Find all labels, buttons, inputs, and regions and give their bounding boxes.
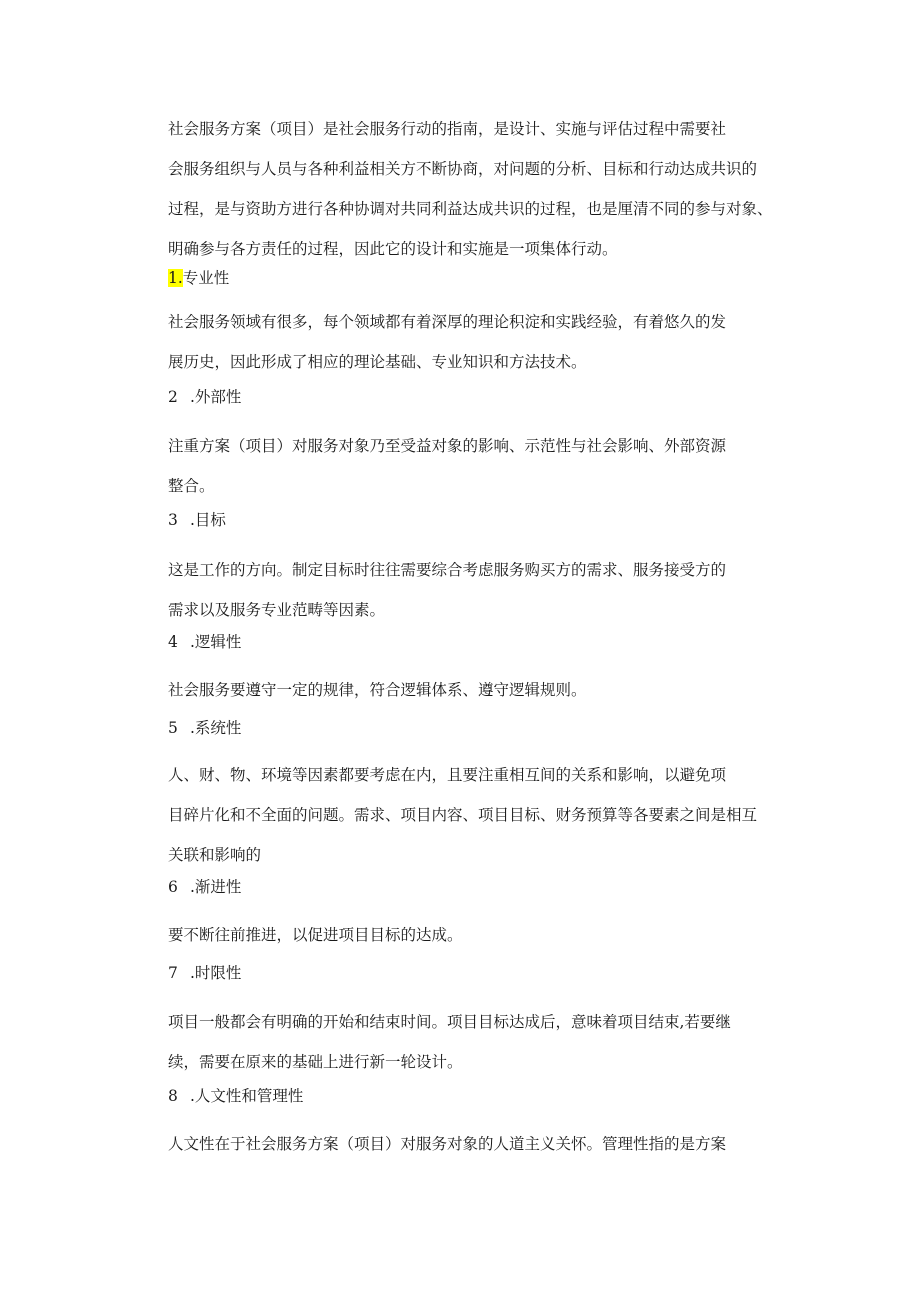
- section-heading-8: [168, 1081, 303, 1111]
- section-paragraph-5: [168, 755, 800, 875]
- section-heading-4: [168, 627, 241, 657]
- section-paragraph-4: [168, 670, 800, 710]
- section-title: .外部性: [190, 388, 242, 406]
- paragraph-line: 项目一般都会有明确的开始和结束时间。项目目标达成后，意味着项目结束,若要继: [168, 1013, 731, 1031]
- paragraph-line: 整合。: [168, 477, 215, 495]
- paragraph-line: 社会服务领域有很多，每个领域都有着深厚的理论积淀和实践经验，有着悠久的发: [168, 313, 727, 331]
- section-heading-1: [168, 263, 229, 293]
- section-heading-3: [168, 505, 226, 535]
- paragraph-line: 人、财、物、环境等因素都要考虑在内，且要注重相互间的关系和影响，以避免项: [168, 766, 727, 784]
- section-number: 1.: [168, 269, 183, 287]
- section-title: 专业性: [182, 269, 230, 287]
- section-number: 2: [168, 388, 178, 406]
- section-paragraph-7: [168, 1002, 800, 1082]
- paragraph-line: 要不断往前推进，以促进项目目标的达成。: [168, 926, 463, 944]
- section-title: .时限性: [190, 964, 242, 982]
- section-number: 4: [168, 633, 178, 651]
- section-paragraph-2: [168, 426, 800, 506]
- section-paragraph-8: [168, 1124, 800, 1164]
- paragraph-line: 人文性在于社会服务方案（项目）对服务对象的人道主义关怀。管理性指的是方案: [168, 1135, 727, 1153]
- paragraph-line: 展历史，因此形成了相应的理论基础、专业知识和方法技术。: [168, 353, 587, 371]
- section-number: 3: [168, 511, 178, 529]
- intro-line: 过程，是与资助方进行各种协调对共同利益达成共识的过程，也是厘清不同的参与对象、: [168, 200, 773, 218]
- section-heading-5: [168, 713, 241, 743]
- intro-line: 社会服务方案（项目）是社会服务行动的指南，是设计、实施与评估过程中需要社: [168, 120, 727, 138]
- intro-paragraph: [168, 109, 800, 269]
- paragraph-line: 这是工作的方向。制定目标时往往需要综合考虑服务购买方的需求、服务接受方的: [168, 561, 727, 579]
- intro-line: 明确参与各方责任的过程，因此它的设计和实施是一项集体行动。: [168, 240, 618, 258]
- paragraph-line: 目碎片化和不全面的问题。需求、项目内容、项目目标、财务预算等各要素之间是相互: [168, 806, 758, 824]
- section-heading-6: [168, 872, 241, 902]
- section-title: .系统性: [190, 719, 242, 737]
- intro-line: 会服务组织与人员与各种利益相关方不断协商，对问题的分析、目标和行动达成共识的: [168, 160, 758, 178]
- section-paragraph-6: [168, 915, 800, 955]
- paragraph-line: 需求以及服务专业范畴等因素。: [168, 601, 386, 619]
- section-number: 7: [168, 964, 178, 982]
- section-number: 6: [168, 878, 178, 896]
- section-heading-2: [168, 382, 241, 412]
- section-number: 5: [168, 719, 178, 737]
- section-number: 8: [168, 1087, 178, 1105]
- section-title: .渐进性: [190, 878, 242, 896]
- paragraph-line: 关联和影响的: [168, 846, 262, 864]
- paragraph-line: 续，需要在原来的基础上进行新一轮设计。: [168, 1053, 463, 1071]
- paragraph-line: 注重方案（项目）对服务对象乃至受益对象的影响、示范性与社会影响、外部资源: [168, 437, 727, 455]
- section-title: .目标: [190, 511, 226, 529]
- paragraph-line: 社会服务要遵守一定的规律，符合逻辑体系、遵守逻辑规则。: [168, 681, 587, 699]
- section-heading-7: [168, 958, 241, 988]
- section-title: .人文性和管理性: [190, 1087, 304, 1105]
- section-paragraph-3: [168, 550, 800, 630]
- section-title: .逻辑性: [190, 633, 242, 651]
- section-paragraph-1: [168, 302, 800, 382]
